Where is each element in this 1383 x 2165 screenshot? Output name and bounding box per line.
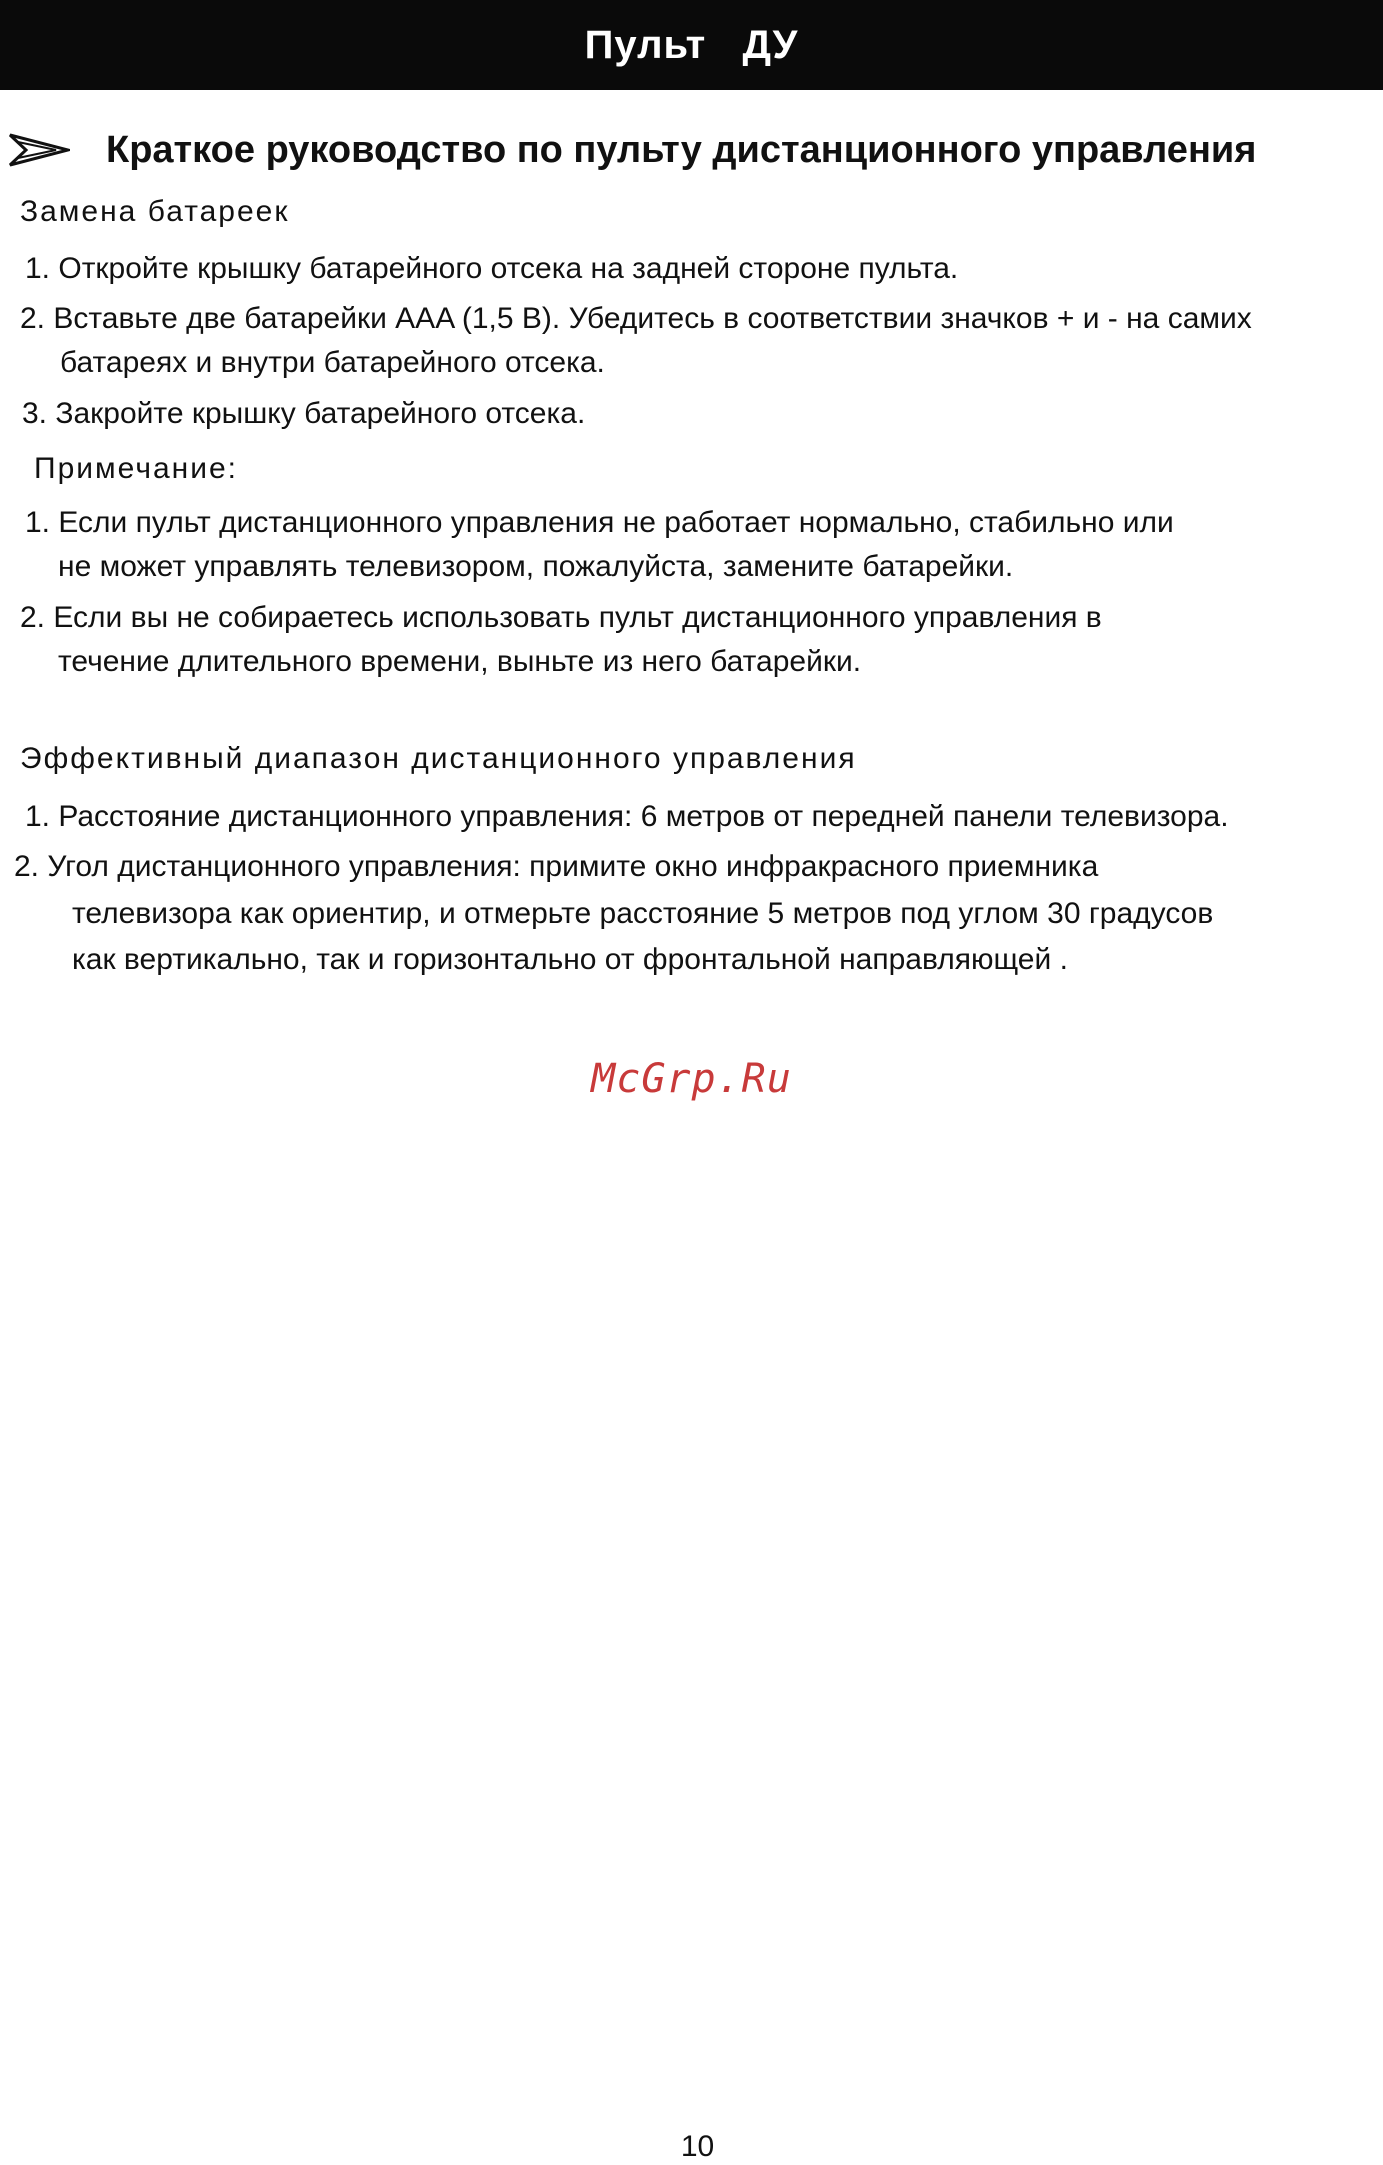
- battery-heading: Замена батареек: [20, 195, 290, 228]
- note-item-2: 2. Если вы не собираетесь использовать пульт дистанционного управления в: [20, 601, 1102, 634]
- battery-step-1: 1. Откройте крышку батарейного отсека на задней стороне пульта.: [25, 252, 959, 285]
- page-number: 10: [680, 2130, 715, 2163]
- battery-step-2: 2. Вставьте две батарейки AAA (1,5 В). Убедитесь в соответствии значков + и - на самих: [20, 302, 1252, 335]
- note-item-1: 1. Если пульт дистанционного управления не работает нормально, стабильно или: [25, 506, 1174, 539]
- note-item-2-cont: течение длительного времени, выньте из него батарейки.: [58, 645, 862, 678]
- note-item-1-cont: не может управлять телевизором, пожалуйста, замените батарейки.: [58, 550, 1014, 583]
- battery-step-3: 3. Закройте крышку батарейного отсека.: [22, 397, 586, 430]
- watermark: McGrp.Ru: [591, 1056, 792, 1102]
- header-bar: [0, 0, 1383, 90]
- section-title-text: Краткое руководство по пульту дистанционного управления: [106, 128, 1257, 171]
- range-item-2-cont-2: как вертикально, так и горизонтально от фронтальной направляющей .: [72, 943, 1068, 976]
- section-title: [8, 120, 1378, 180]
- battery-step-2-cont: батареях и внутри батарейного отсека.: [60, 346, 605, 379]
- range-item-2: 2. Угол дистанционного управления: примите окно инфракрасного приемника: [14, 850, 1099, 883]
- range-item-2-cont-1: телевизора как ориентир, и отмерьте расстояние 5 метров под углом 30 градусов: [72, 897, 1214, 930]
- arrow-icon: [8, 133, 70, 167]
- page-title: Пульт ДУ: [584, 22, 799, 67]
- range-item-1: 1. Расстояние дистанционного управления: 6 метров от передней панели телевизора.: [25, 800, 1229, 833]
- note-heading: Примечание:: [34, 452, 238, 485]
- range-heading: Эффективный диапазон дистанционного управления: [20, 742, 857, 775]
